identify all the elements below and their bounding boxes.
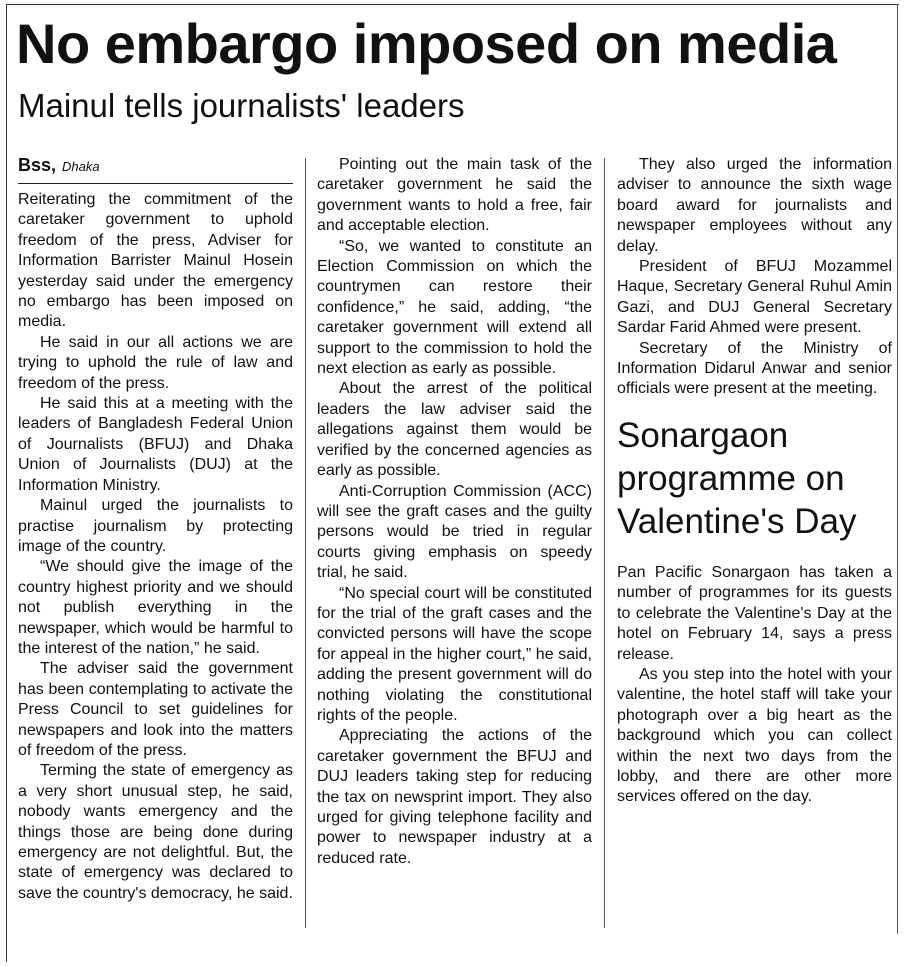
article-paragraph: Anti-Corruption Commission (ACC) will see the graft cases and the guilty persons would be tried in regular courts giving emphasis on speedy trial, he said. xyxy=(317,482,592,582)
article-paragraph: He said in our all actions we are trying to uphold the rule of law and freedom of the press. xyxy=(18,333,293,392)
article-paragraph: Mainul urged the journalists to practise journalism by protecting image of the country. xyxy=(18,497,293,555)
article-paragraph: “We should give the image of the country highest priority and we should not publish everything in the newspaper, which would be harmful to the interest of the nation,” he said. xyxy=(18,558,293,657)
column-2 xyxy=(317,155,592,869)
sidebar-headline: Sonargaon programme on Valentine's Day xyxy=(617,415,857,541)
sidebar-paragraph: Pan Pacific Sonargaon has taken a number of programmes for its guests to celebrate the Valentine's Day at the hotel on February 14, says a press release. xyxy=(617,563,892,663)
article-paragraph: Appreciating the actions of the caretaker government the BFUJ and DUJ leaders taking step for reducing the tax on newsprint import. They also urged for giving telephone facility and power to newspaper industry at a reduced rate. xyxy=(317,727,592,867)
article-paragraph: They also urged the information adviser to announce the sixth wage board award for journalists and newspaper employees without any delay. xyxy=(617,156,892,255)
article-paragraph: About the arrest of the political leaders the law adviser said the allegations against them would be verified by the concerned agencies as early as possible. xyxy=(317,380,592,480)
column-divider xyxy=(305,158,306,928)
article-paragraph: The adviser said the government has been contemplating to activate the Press Council to set guidelines for newspapers and look into the matters of freedom of the press. xyxy=(18,660,293,759)
frame-right-rule xyxy=(897,4,898,934)
article-paragraph: Secretary of the Ministry of Information Didarul Anwar and senior officials were present at the meeting. xyxy=(617,339,892,398)
article-paragraph: Pointing out the main task of the caretaker government he said the government wants to hold a free, fair and acceptable election. xyxy=(317,156,592,235)
column-3 xyxy=(617,155,892,808)
byline-source: Bss, xyxy=(18,155,57,175)
article-paragraph: He said this at a meeting with the leaders of Bangladesh Federal Union of Journalists (BFUJ) and Dhaka Union of Journalists (DUJ) at the Information Ministry. xyxy=(18,395,293,494)
article-paragraph: “So, we wanted to constitute an Election Commission on which the countrymen can restore their confidence,” he said, adding, “the caretaker government will extend all support to the commission to hold the next election as early as possible. xyxy=(317,237,592,378)
byline-location: Dhaka xyxy=(62,159,100,174)
column-1 xyxy=(18,155,293,904)
article-paragraph: President of BFUJ Mozammel Haque, Secretary General Ruhul Amin Gazi, and DUJ General Secretary Sardar Farid Ahmed were present. xyxy=(617,258,892,337)
article-paragraph: Reiterating the commitment of the caretaker government to uphold freedom of the press, Adviser for Information Barrister Mainul Hosein yesterday said under the emergency no embargo has been imposed on media. xyxy=(18,191,293,331)
sidebar-paragraph: As you step into the hotel with your valentine, the hotel staff will take your photograph over a big heart as the background which you can collect within the next two days from the lobby, and there are other more services offered on the day. xyxy=(617,665,892,806)
article-paragraph: Terming the state of emergency as a very short unusual step, he said, nobody wants emergency and the things those are being done during emergency are not delightful. But, the state of emergency was declared to save the country's democracy, he said. xyxy=(18,762,293,902)
byline xyxy=(18,155,293,184)
headline: No embargo imposed on media xyxy=(16,12,837,75)
article-paragraph: “No special court will be constituted for the trial of the graft cases and the convicted persons will have the scope for appeal in the higher court,” he said, adding the present government will do nothing violating the constitutional rights of the people. xyxy=(317,584,592,724)
column-divider xyxy=(604,158,605,928)
subheadline: Mainul tells journalists' leaders xyxy=(18,87,465,124)
